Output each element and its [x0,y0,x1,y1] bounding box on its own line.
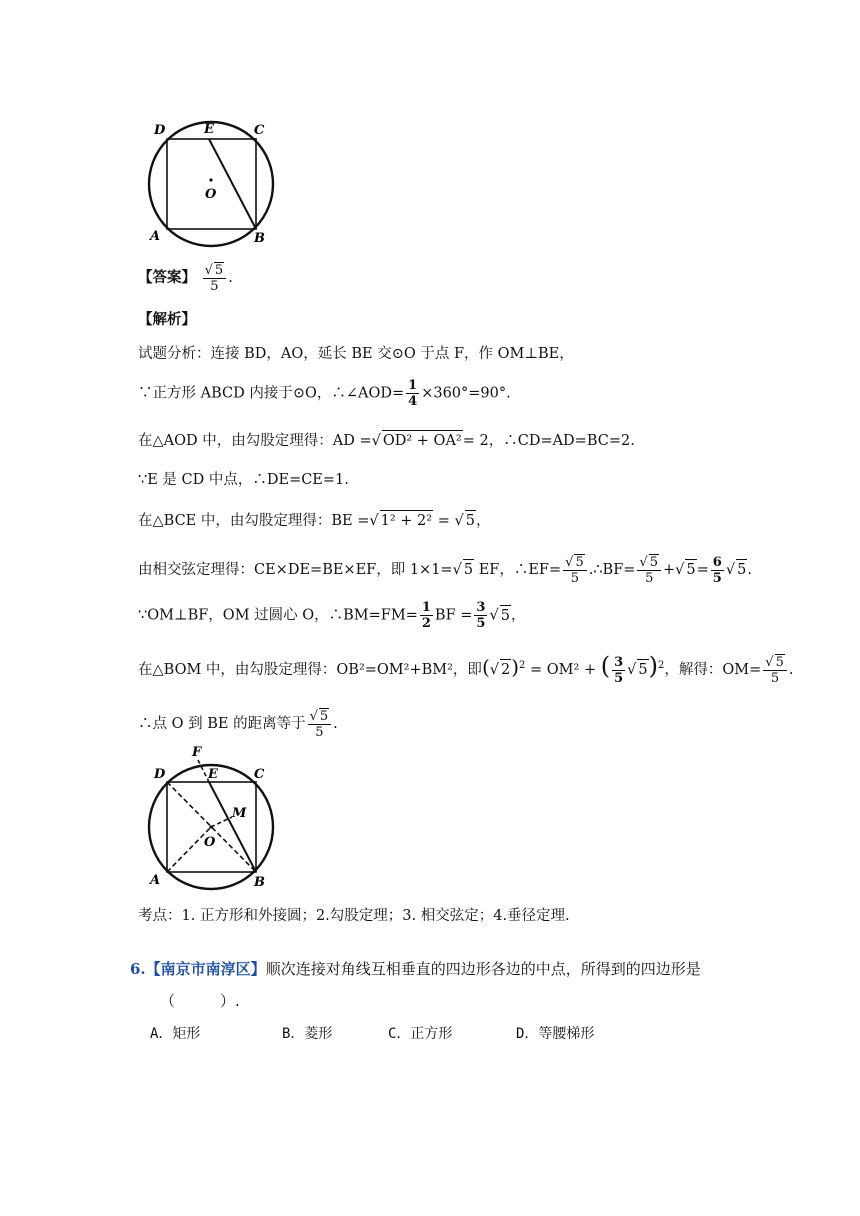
analysis-line-4: ∵E 是 CD 中点，∴DE=CE=1. [138,472,349,488]
center-point-2 [209,825,212,828]
answer-line: 【答案】 $\frac{√ 5}{5}$ . [138,263,233,294]
label-b-2: B [254,875,265,890]
option-d[interactable]: D．等腰梯形 [516,1026,595,1042]
segment-be [209,139,256,229]
label-e: E [204,122,214,137]
figure-circle-square-construction [140,742,280,892]
analysis-line-1: 试题分析：连接 BD，AO，延长 BE 交⊙O 于点 F，作 OM⊥BE， [138,346,574,362]
label-a-2: A [150,873,161,888]
label-f: F [192,745,202,760]
question-blank: （ ）. [160,992,240,1010]
question-stem: 顺次连接对角线互相垂直的四边形各边的中点，所得到的四边形是 [265,960,701,978]
analysis-line-6: 由相交弦定理得：CE×DE=BE×EF，即 1×1=√ 5 EF，∴EF= $\frac{√ 5}{5}$ .∴BF= $\frac{√ 5}{5}$ +√ 5= $\frac{6}{5}$ √ 5. [138,554,752,586]
center-point [209,178,212,181]
figure-circle-square [140,118,280,248]
label-m: M [232,806,247,821]
analysis-label: 【解析】 [138,311,196,328]
label-b: B [254,231,265,246]
analysis-line-9: ∴点 O 到 BE 的距离等于 $\frac{√ 5}{5}$ . [138,709,338,740]
label-o: O [205,187,217,202]
kaodian-line: 考点：1. 正方形和外接圆；2.勾股定理；3. 相交弦定；4.垂径定理. [138,908,570,924]
analysis-line-2: ∵正方形 ABCD 内接于⊙O，∴∠AOD= $\frac{1}{4}$ ×360°=90°. [138,378,511,409]
label-a: A [150,229,161,244]
segment-be-2 [209,782,256,872]
question-6 [130,958,701,980]
label-c-2: C [254,767,265,782]
option-c[interactable]: C．正方形 [388,1026,453,1042]
label-d: D [154,123,166,138]
analysis-line-3: 在△AOD 中，由勾股定理得：AD =√ OD² + OA²= 2，∴CD=AD=BC=2. [138,430,635,451]
question-source: 【南京市南淳区】 [145,960,266,978]
label-c: C [254,123,265,138]
analysis-line-5: 在△BCE 中，由勾股定理得：BE =√ 1² + 2² = √ 5， [138,510,490,531]
option-a[interactable]: A．矩形 [150,1026,201,1042]
analysis-line-8: 在△BOM 中，由勾股定理得：OB²=OM²+BM²，即(√ 2)$^2$ = OM² + ( $\frac{3}{5}$ √ 5)$^2$，解得：OM= $\frac{√ 5}{5}$ . [138,652,794,686]
answer-fraction: $\frac{√ 5}{5}$ [203,262,227,294]
analysis-line-7: ∵OM⊥BF，OM 过圆心 O，∴BM=FM= $\frac{1}{2}$ BF = $\frac{3}{5}$ √ 5， [138,600,526,631]
label-d-2: D [154,767,166,782]
label-o-2: O [204,835,216,850]
option-b[interactable]: B．菱形 [282,1026,333,1042]
answer-label: 【答案】 [138,269,196,286]
label-e-2: E [208,767,218,782]
question-number: 6. [130,960,146,978]
square-abcd [167,139,256,229]
